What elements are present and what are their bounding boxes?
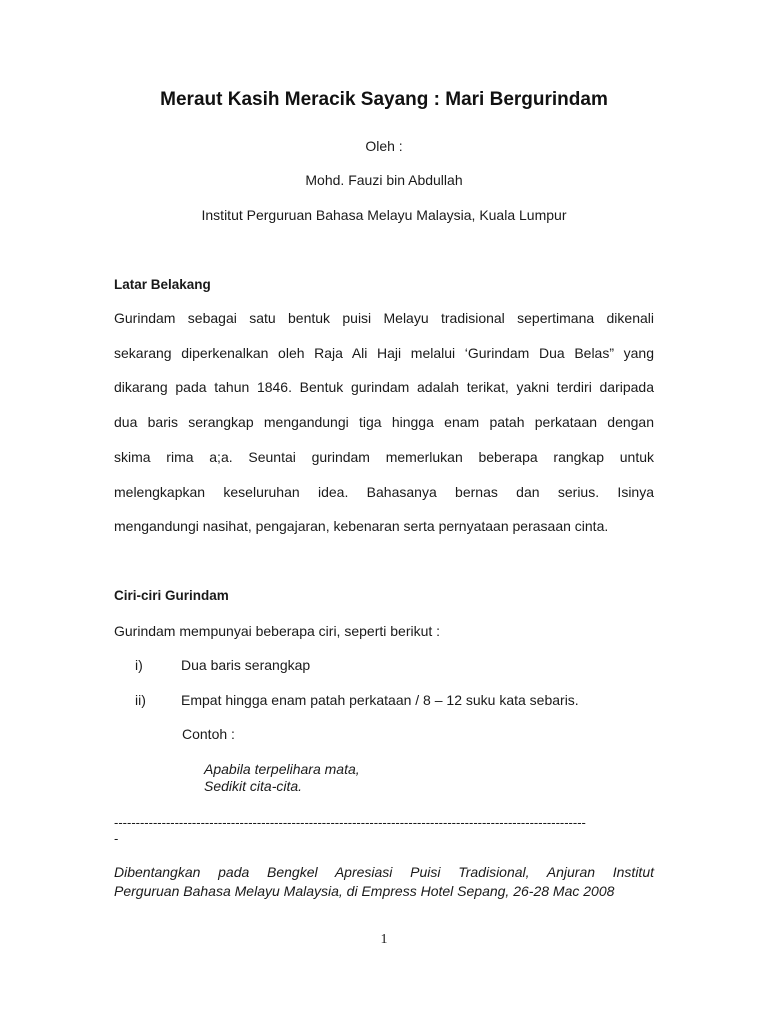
example-label: Contoh : bbox=[182, 726, 235, 742]
paragraph-line: dikarang pada tahun 1846. Bentuk gurindam adalah terikat, yakni terdiri daripada bbox=[114, 379, 654, 395]
footnote bbox=[114, 863, 654, 901]
footnote-separator-tail: - bbox=[114, 831, 119, 846]
list-item-text: Dua baris serangkap bbox=[181, 657, 311, 673]
footnote-line: Perguruan Bahasa Melayu Malaysia, di Empress Hotel Sepang, 26-28 Mac 2008 bbox=[114, 883, 615, 899]
section-heading-ciri-ciri: Ciri-ciri Gurindam bbox=[114, 588, 229, 603]
paragraph-line: mengandungi nasihat, pengajaran, kebenaran serta pernyataan perasaan cinta. bbox=[114, 518, 609, 534]
page-number: 1 bbox=[380, 932, 388, 947]
list-item-text: Empat hingga enam patah perkataan / 8 – 12 suku kata sebaris. bbox=[181, 692, 579, 708]
list-item-number: i) bbox=[135, 657, 143, 673]
paragraph-line: Gurindam sebagai satu bentuk puisi Melayu tradisional sepertimana dikenali bbox=[114, 310, 654, 326]
list-intro: Gurindam mempunyai beberapa ciri, seperti berikut : bbox=[114, 623, 441, 639]
author-institution: Institut Perguruan Bahasa Melayu Malaysia, Kuala Lumpur bbox=[201, 207, 567, 223]
paragraph-line: dua baris serangkap mengandungi tiga hingga enam patah perkataan dengan bbox=[114, 414, 654, 430]
footnote-line: Dibentangkan pada Bengkel Apresiasi Puisi Tradisional, Anjuran Institut bbox=[114, 864, 654, 880]
section-heading-latar-belakang: Latar Belakang bbox=[114, 277, 211, 292]
author-by-label: Oleh : bbox=[365, 138, 403, 154]
footnote-separator: ------------------------------------------------------------------------------------------------------------- bbox=[114, 815, 586, 830]
verse-line: Apabila terpelihara mata, bbox=[204, 761, 360, 777]
document-title: Meraut Kasih Meracik Sayang : Mari Bergurindam bbox=[160, 89, 608, 110]
author-name: Mohd. Fauzi bin Abdullah bbox=[305, 172, 463, 188]
list-item-number: ii) bbox=[135, 692, 146, 708]
paragraph-line: melengkapkan keseluruhan idea. Bahasanya bernas dan serius. Isinya bbox=[114, 484, 654, 500]
paragraph-line: sekarang diperkenalkan oleh Raja Ali Haji melalui ‘Gurindam Dua Belas” yang bbox=[114, 345, 654, 361]
verse-line: Sedikit cita-cita. bbox=[204, 778, 303, 794]
paragraph-line: skima rima a;a. Seuntai gurindam memerlukan beberapa rangkap untuk bbox=[114, 449, 654, 465]
